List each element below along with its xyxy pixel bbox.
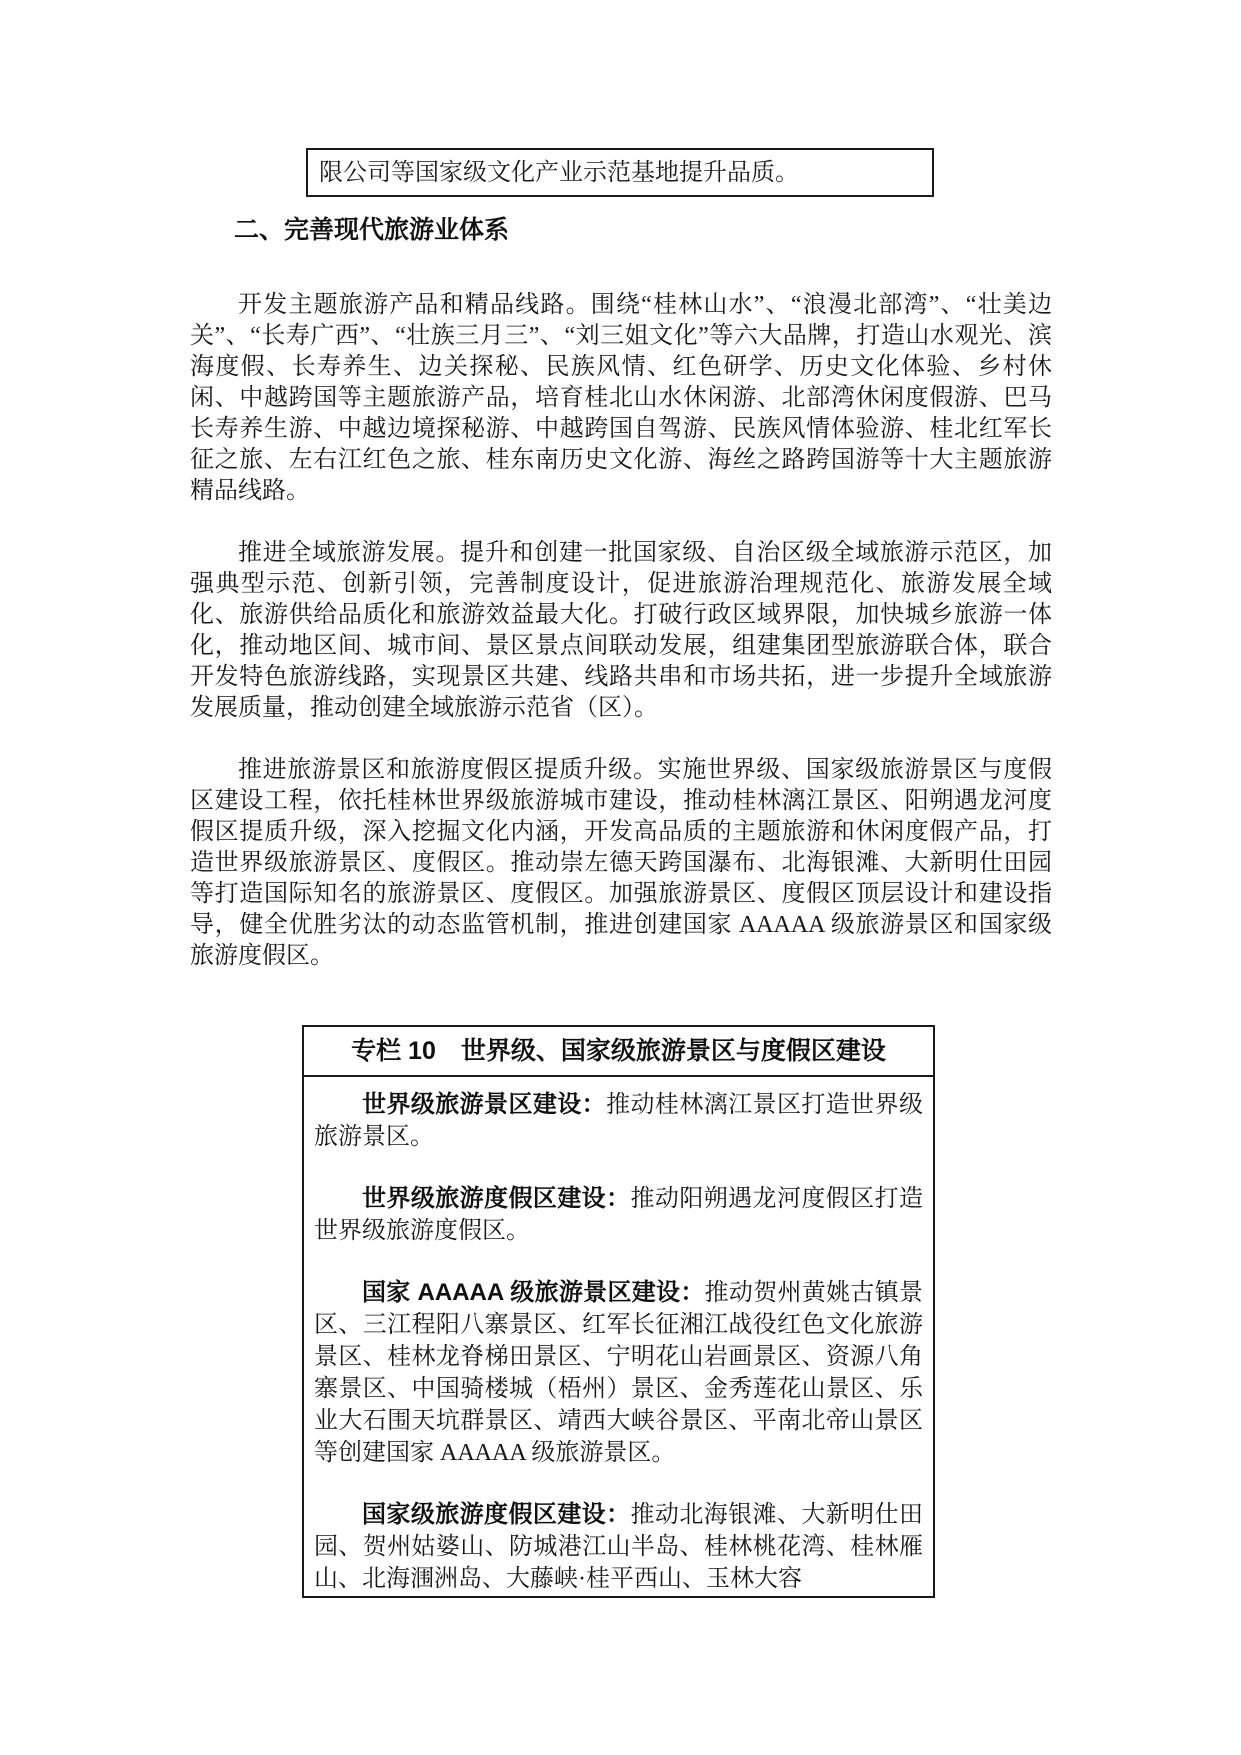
box-item-world-class-scenic-area <box>314 1089 923 1153</box>
box-item-label: 世界级旅游度假区建设： <box>362 1185 631 1212</box>
box-item-text: 推动桂林漓江景区打造世界级旅游景区。 <box>314 1092 924 1150</box>
box-item-national-resorts <box>314 1499 923 1595</box>
column-box-10 <box>302 1025 935 1598</box>
continuation-text-box <box>306 148 934 197</box>
box-item-aaaaa-scenic-areas <box>314 1277 923 1469</box>
box-item-world-class-resort <box>314 1183 923 1247</box>
continuation-text: 限公司等国家级文化产业示范基地提升品质。 <box>319 160 799 186</box>
body-text <box>190 290 1052 1003</box>
box-item-label: 国家级旅游度假区建设： <box>362 1501 631 1528</box>
paragraph-all-region-tourism: 推进全域旅游发展。提升和创建一批国家级、自治区级全域旅游示范区，加强典型示范、创新引领，完善制度设计，促进旅游治理规范化、旅游发展全域化、旅游供给品质化和旅游效益最大化。打破行政区域界限，加快城乡旅游一体化，推动地区间、城市间、景区景点间联动发展，组建集团型旅游联合体，联合开发特色旅游线路，实现景区共建、线路共串和市场共拓，进一步提升全域旅游发展质量，推动创建全域旅游示范省（区）。 <box>190 540 1052 721</box>
column-box-body <box>304 1077 933 1595</box>
paragraph-theme-products: 开发主题旅游产品和精品线路。围绕“桂林山水”、“浪漫北部湾”、“壮美边关”、“长寿广西”、“壮族三月三”、“刘三姐文化”等六大品牌，打造山水观光、滨海度假、长寿养生、边关探秘、民族风情、红色研学、历史文化体验、乡村休闲、中越跨国等主题旅游产品，培育桂北山水休闲游、北部湾休闲度假游、巴马长寿养生游、中越边境探秘游、中越跨国自驾游、民族风情体验游、桂北红军长征之旅、左右江红色之旅、桂东南历史文化游、海丝之路跨国游等十大主题旅游精品线路。 <box>190 292 1052 504</box>
box-item-label: 国家 AAAAA 级旅游景区建设： <box>362 1279 705 1306</box>
box-item-label: 世界级旅游景区建设： <box>362 1091 607 1118</box>
box-item-text: 推动阳朔遇龙河度假区打造世界级旅游度假区。 <box>314 1186 923 1244</box>
column-box-title: 专栏 10 世界级、国家级旅游景区与度假区建设 <box>304 1027 933 1077</box>
section-heading: 二、完善现代旅游业体系 <box>234 216 510 244</box>
paragraph-scenic-area-upgrade: 推进旅游景区和旅游度假区提质升级。实施世界级、国家级旅游景区与度假区建设工程，依托桂林世界级旅游城市建设，推动桂林漓江景区、阳朔遇龙河度假区提质升级，深入挖掘文化内涵，开发高品质的主题旅游和休闲度假产品，打造世界级旅游景区、度假区。推动崇左德天跨国瀑布、北海银滩、大新明仕田园等打造国际知名的旅游景区、度假区。加强旅游景区、度假区顶层设计和建设指导，健全优胜劣汰的动态监管机制，推进创建国家 AAAAA 级旅游景区和国家级旅游度假区。 <box>190 757 1052 969</box>
box-item-text: 推动北海银滩、大新明仕田园、贺州姑婆山、防城港江山半岛、桂林桃花湾、桂林雁山、北海涠洲岛、大藤峡·桂平西山、玉林大容 <box>314 1502 923 1592</box>
box-item-text: 推动贺州黄姚古镇景区、三江程阳八寨景区、红军长征湘江战役红色文化旅游景区、桂林龙脊梯田景区、宁明花山岩画景区、资源八角寨景区、中国骑楼城（梧州）景区、金秀莲花山景区、乐业大石围天坑群景区、靖西大峡谷景区、平南北帝山景区等创建国家 AAAAA 级旅游景区。 <box>314 1280 923 1466</box>
